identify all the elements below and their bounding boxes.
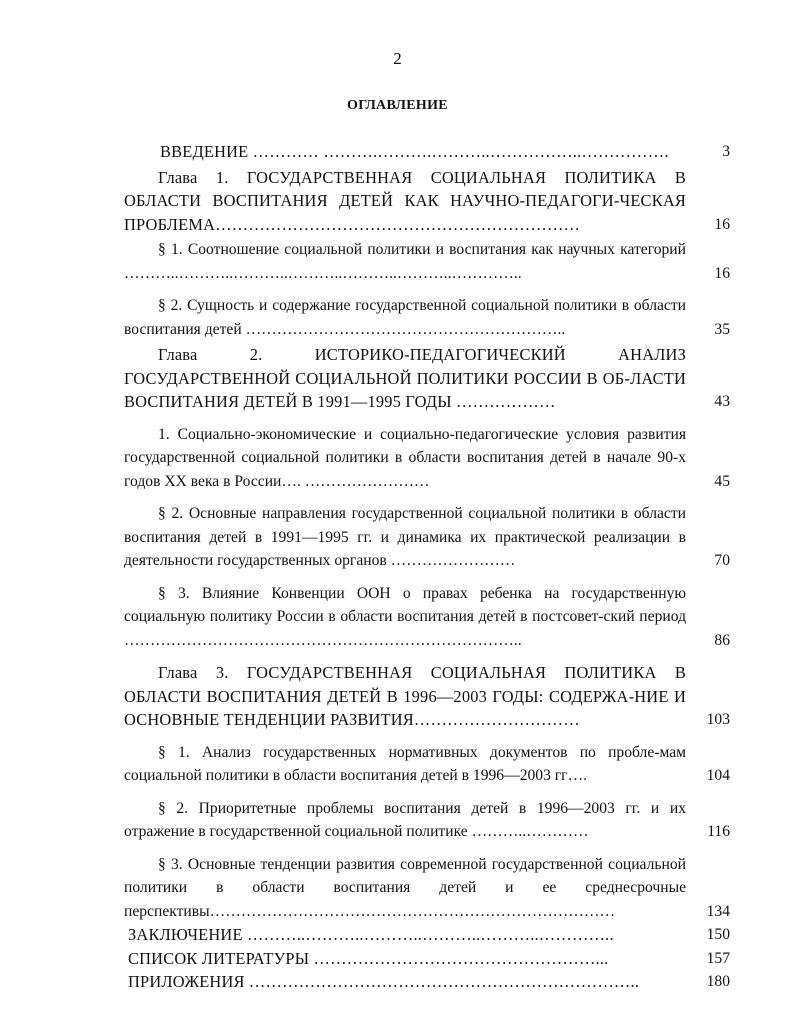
toc-entry-text: § 3. Основные тенденции развития современной государственной социальной политики в области воспитания детей и ее среднесрочные перспективы…………………………………………………………………… — [124, 855, 686, 920]
toc-entry-text: § 1. Анализ государственных нормативных документов по пробле-мам социальной политики в области воспитания детей в 1996—2003 гг…. — [124, 743, 686, 784]
toc-entry-text: § 2. Сущность и содержание государственной социальной политики в области воспитания детей …………………………………………………….. — [124, 297, 686, 338]
toc-entry-text: § 3. Влияние Конвенции ООН о правах ребенка на государственную социальную политику России в области воспитания детей в постсовет-ский период ………………………………………………………………….. — [124, 584, 686, 649]
toc-entry-chapter-3[interactable] — [124, 661, 730, 732]
page-number: 2 — [393, 49, 402, 68]
toc-entry-text: ПРИЛОЖЕНИЯ …………………………………………………………….. — [128, 972, 640, 991]
toc-entry-bibliography[interactable] — [124, 947, 730, 971]
toc-entry-chapter-2[interactable] — [124, 343, 730, 414]
toc-entry-page: 16 — [714, 264, 730, 282]
toc-entry-page: 157 — [706, 949, 730, 967]
toc-entry-chapter-3-section-1[interactable] — [124, 741, 730, 788]
toc-entry-page: 104 — [706, 767, 730, 784]
toc-entry-page: 86 — [714, 631, 730, 649]
toc-entry-text: § 2. Приоритетные проблемы воспитания детей в 1996—2003 гг. и их отражение в государственной социальной политике ………..………… — [124, 799, 686, 840]
table-of-contents — [124, 140, 730, 994]
toc-entry-chapter-1-section-1[interactable] — [124, 238, 730, 285]
toc-entry-text: Глава 1. ГОСУДАРСТВЕННАЯ СОЦИАЛЬНАЯ ПОЛИТИКА В ОБЛАСТИ ВОСПИТАНИЯ ДЕТЕЙ КАК НАУЧНО-ПЕДАГОГИ-ЧЕСКАЯ ПРОБЛЕМА………………………………………………………… — [124, 167, 686, 234]
toc-entry-chapter-2-section-1[interactable] — [124, 423, 730, 494]
toc-entry-page: 45 — [714, 472, 730, 490]
toc-entry-introduction[interactable] — [124, 140, 730, 164]
toc-title: ОГЛАВЛЕНИЕ — [347, 98, 448, 113]
toc-entry-text: Глава 3. ГОСУДАРСТВЕННАЯ СОЦИАЛЬНАЯ ПОЛИТИКА В ОБЛАСТИ ВОСПИТАНИЯ ДЕТЕЙ В 1996—2003 ГОДЫ: СОДЕРЖА-НИЕ И ОСНОВНЫЕ ТЕНДЕНЦИИ РАЗВИТИЯ………………………… — [124, 663, 686, 729]
toc-entry-text: СПИСОК ЛИТЕРАТУРЫ ……………………………………………... — [128, 948, 609, 968]
toc-entry-text: 1. Социально-экономические и социально-педагогические условия развития государственной социальной политики в области воспитания детей в начале 90-х годов XX века в России…. …………………… — [124, 425, 686, 490]
toc-entry-chapter-1-section-2[interactable] — [124, 294, 730, 341]
toc-entry-page: 43 — [714, 393, 730, 410]
toc-entry-page: 116 — [707, 823, 730, 840]
toc-entry-page: 180 — [706, 973, 730, 990]
toc-entry-page: 35 — [714, 320, 730, 338]
toc-entry-chapter-3-section-2[interactable] — [124, 797, 730, 844]
toc-entry-chapter-2-section-2[interactable] — [124, 502, 730, 573]
toc-entry-page: 150 — [706, 926, 730, 943]
toc-entry-text: ЗАКЛЮЧЕНИЕ ………..………..………..………..………..………….. — [128, 925, 614, 944]
toc-entry-text: Глава 2. ИСТОРИКО-ПЕДАГОГИЧЕСКИЙ АНАЛИЗ ГОСУДАРСТВЕННОЙ СОЦИАЛЬНОЙ ПОЛИТИКИ РОССИИ В ОБ-ЛАСТИ ВОСПИТАНИЯ ДЕТЕЙ В 1991—1995 ГОДЫ ……………… — [124, 345, 686, 411]
toc-entry-appendices[interactable] — [124, 970, 730, 994]
toc-entry-chapter-2-section-3[interactable] — [124, 582, 730, 653]
toc-entry-text: ВВЕДЕНИЕ ………… ……….……….………..……………..……………. — [160, 142, 669, 161]
toc-entry-page: 70 — [714, 552, 730, 569]
toc-entry-text: § 2. Основные направления государственной социальной политики в области воспитания детей в 1991—1995 гг. и динамика их практической реализации в деятельности государственных органов …………………… — [124, 505, 686, 569]
toc-entry-page: 103 — [706, 711, 730, 728]
toc-entry-chapter-3-section-3[interactable] — [124, 853, 730, 924]
toc-entry-page: 16 — [714, 215, 730, 233]
toc-entry-page: 134 — [706, 902, 730, 920]
toc-entry-conclusion[interactable] — [124, 923, 730, 947]
toc-entry-text: § 1. Соотношение социальной политики и воспитания как научных категорий ………..………..………..………..………..………..………….. — [124, 241, 686, 282]
toc-entry-page: 3 — [722, 143, 730, 160]
toc-entry-chapter-1[interactable] — [124, 166, 730, 237]
